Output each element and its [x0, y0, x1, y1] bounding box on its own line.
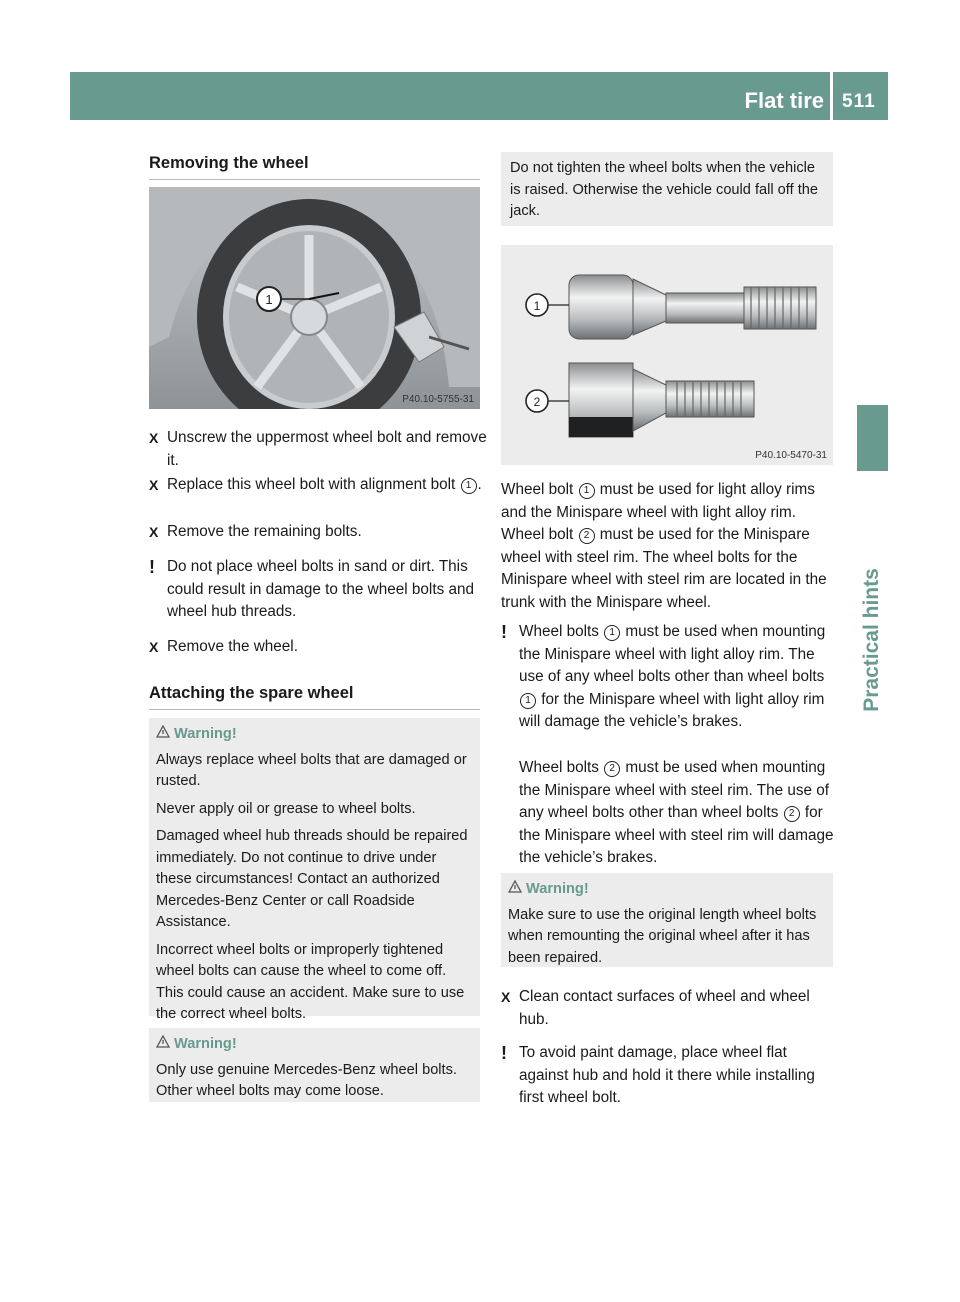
step-marker-icon: X: [501, 989, 511, 1005]
exclamation-icon: !: [501, 622, 507, 642]
warning-triangle-icon: [156, 724, 174, 746]
wheel-illustration: [149, 187, 480, 409]
warning-triangle-icon: [156, 1034, 174, 1056]
svg-text:2: 2: [533, 395, 541, 409]
callout-2-icon: 2: [604, 761, 620, 777]
step-marker-icon: X: [149, 430, 159, 446]
step-remove-bolts: [149, 521, 487, 544]
step-remove-wheel: [149, 636, 487, 659]
bolt-illustration: [501, 245, 833, 465]
callout-1-icon: 1: [520, 693, 536, 709]
section-title-removing: Removing the wheel: [149, 154, 309, 172]
step-replace: X Replace this wheel bolt with alignment bolt 1 .: [149, 474, 487, 497]
warning-paragraph: Never apply oil or grease to wheel bolts.: [156, 800, 416, 817]
warning-heading: Warning!: [156, 724, 473, 746]
wheel-bolts-image: [501, 245, 833, 465]
page-title: Flat tire: [744, 88, 824, 113]
section-rule: [149, 709, 480, 710]
header-separator: [830, 72, 833, 120]
svg-text:1: 1: [265, 292, 273, 307]
step-clean: [501, 986, 835, 1031]
section-rule: [149, 179, 480, 180]
warning-heading: Warning!: [156, 1034, 473, 1056]
bolt-image-code: P40.10-5470-31: [755, 450, 827, 461]
exclamation-icon: !: [501, 1043, 507, 1063]
warning-box-genuine: [149, 1028, 480, 1102]
step-text: Remove the wheel.: [167, 638, 298, 655]
step-marker-icon: X: [149, 639, 159, 655]
caution-text: Do not tighten the wheel bolts when the vehicle is raised. Otherwise the vehicle could fall off the jack.: [510, 160, 818, 219]
jack-caution-box: [501, 152, 833, 226]
wheel-photo: [149, 187, 480, 409]
note-sand-dirt: [149, 556, 487, 624]
side-tab-label: Practical hints: [860, 568, 883, 712]
warning-paragraph: Damaged wheel hub threads should be repaired immediately. Do not continue to drive under these circumstances! Contact an authorized Mercedes-Benz Center or call Roadside Assistance.: [156, 828, 468, 930]
step-text: Unscrew the uppermost wheel bolt and remove it.: [167, 429, 487, 469]
exclamation-icon: !: [149, 557, 155, 577]
note-text: Do not place wheel bolts in sand or dirt. This could result in damage to the wheel bolts and wheel hub threads.: [167, 558, 474, 620]
note-text: To avoid paint damage, place wheel flat against hub and hold it there while installing first wheel bolt.: [519, 1044, 815, 1106]
callout-2-icon: 2: [579, 528, 595, 544]
step-text: Replace this wheel bolt with alignment bolt: [167, 476, 456, 493]
callout-1-icon: 1: [461, 478, 477, 494]
svg-text:1: 1: [533, 299, 541, 313]
warning-heading: Warning!: [508, 879, 826, 901]
section-title-attaching: Attaching the spare wheel: [149, 684, 354, 702]
step-marker-icon: X: [149, 477, 159, 493]
note-steel-bolts: Wheel bolts 2 must be used when mounting the Minispare wheel with steel rim. The use of any wheel bolts other than wheel bolts 2 for the Minispare wheel with steel rim will damage the vehicle’s brakes.: [519, 759, 834, 866]
photo-code: P40.10-5755-31: [402, 394, 474, 405]
warning-box-length: [501, 873, 833, 967]
step-text: Clean contact surfaces of wheel and wheel hub.: [519, 988, 810, 1028]
step-text: Remove the remaining bolts.: [167, 523, 362, 540]
note-alloy-bolts: ! Wheel bolts 1 must be used when mounting the Minispare wheel with light alloy rim. The use of any wheel bolts other than wheel bolts 1 for the Minispare wheel with light alloy rim will damage the vehicle’s brakes.: [501, 622, 826, 730]
warning-paragraph: Incorrect wheel bolts or improperly tightened wheel bolts can cause the wheel to come off. This could cause an accident. Make sure to use the correct wheel bolts.: [156, 941, 465, 1022]
callout-1-icon: 1: [604, 625, 620, 641]
callout-1-icon: 1: [579, 483, 595, 499]
warning-triangle-icon: [508, 879, 526, 901]
warning-paragraph: Always replace wheel bolts that are damaged or rusted.: [156, 751, 467, 789]
callout-2-icon: 2: [784, 806, 800, 822]
step-marker-icon: X: [149, 524, 159, 540]
warning-paragraph: Make sure to use the original length wheel bolts when remounting the original wheel after it has been repaired.: [508, 906, 817, 966]
page-number: 511: [842, 91, 876, 112]
side-tab-marker: [857, 405, 888, 471]
note-paint-damage: [501, 1042, 835, 1110]
warning-box-bolts: [149, 718, 480, 1022]
step-unscrew: [149, 427, 487, 472]
warning-paragraph: Only use genuine Mercedes-Benz wheel bolts. Other wheel bolts may come loose.: [156, 1061, 457, 1099]
bolt-usage-paragraph: Wheel bolt 1 must be used for light alloy rims and the Minispare wheel with light alloy rim. Wheel bolt 2 must be used for the Minispare wheel with steel rim. The wheel bolts for the Minispare wheel with steel rim are located in the trunk with the Minispare wheel.: [501, 481, 827, 611]
